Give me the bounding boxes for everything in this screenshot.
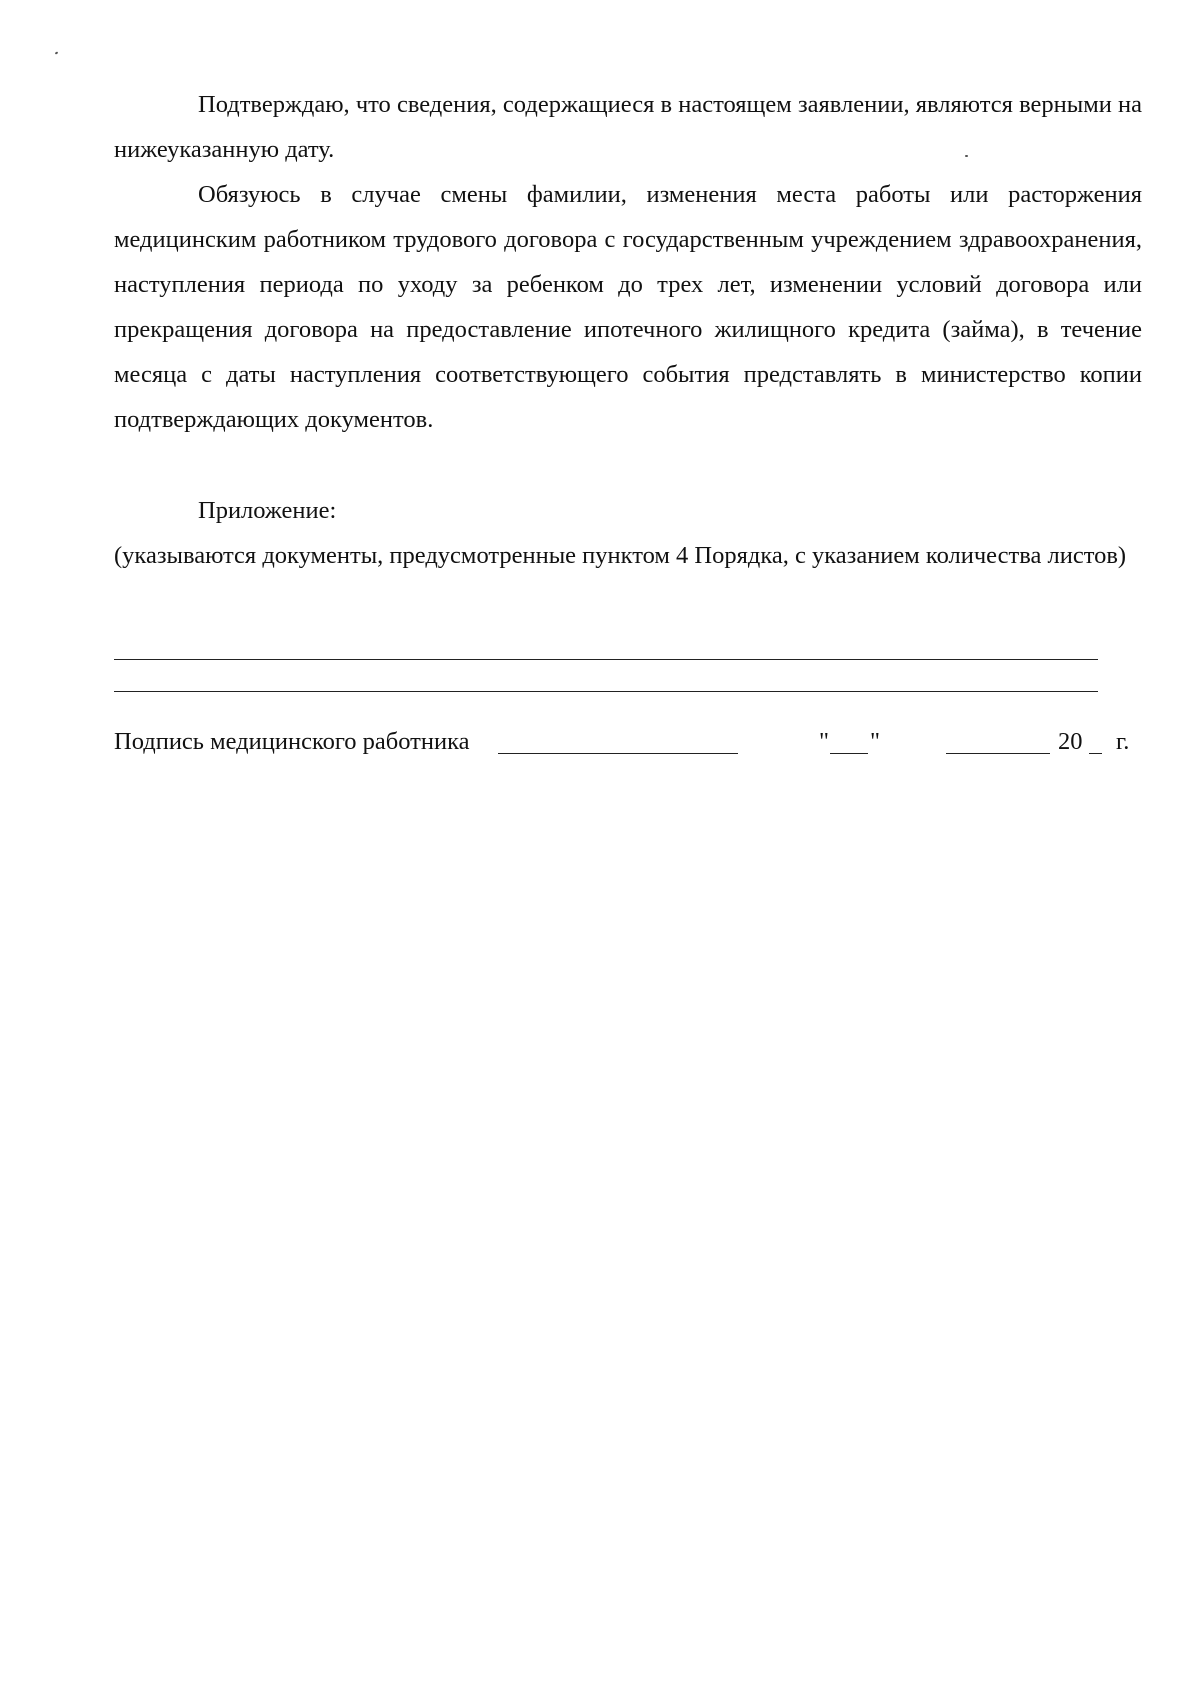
obligation-paragraph: Обязуюсь в случае смены фамилии, изменения места работы или расторжения медицинским работником трудового договора с государственным учреждением здравоохранения, наступления периода по уходу за ребенком до трех лет, изменении условий договора или прекращения договора на предоставление ипотечного жилищного кредита (займа), в течение месяца с даты наступления соответствующего события представлять в министерство копии подтверждающих документов. (114, 181, 1142, 433)
appendix-blank-line[interactable] (114, 659, 1098, 660)
signature-label: Подпись медицинского работника (114, 728, 470, 755)
date-year-suffix: г. (1116, 728, 1130, 755)
date-year-field[interactable] (1089, 753, 1102, 754)
signature-field[interactable] (498, 753, 738, 754)
date-day-field[interactable] (830, 753, 868, 754)
appendix-title: Приложение: (198, 497, 337, 524)
confirmation-paragraph: Подтверждаю, что сведения, содержащиеся в настоящем заявлении, являются верными на нижеуказанную дату. (114, 91, 1142, 163)
signature-row (114, 722, 1142, 762)
date-quote-close: " (870, 728, 881, 755)
date-month-field[interactable] (946, 753, 1050, 754)
date-year-prefix: 20 (1058, 728, 1083, 755)
date-quote-open: " (819, 728, 830, 755)
scan-speck (55, 51, 59, 54)
appendix-note: (указываются документы, предусмотренные пунктом 4 Порядка, с указанием количества листов) (114, 542, 1127, 569)
appendix-blank-line[interactable] (114, 691, 1098, 692)
